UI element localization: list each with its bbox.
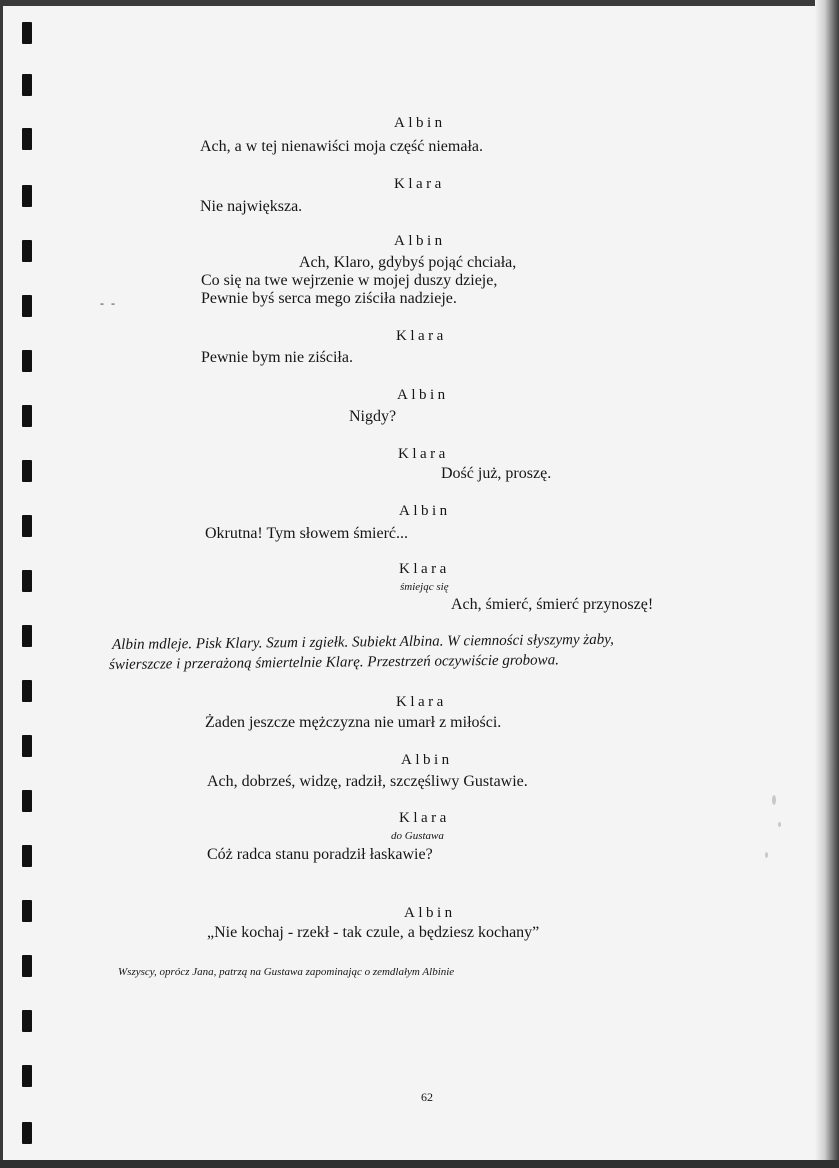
dialogue-line: Nie największa. <box>200 198 303 215</box>
binding-hole <box>22 790 32 812</box>
dialogue-line: Nigdy? <box>349 408 397 425</box>
dialogue-line: Co się na twe wejrzenie w mojej duszy dzieje, <box>201 272 498 289</box>
binding-hole <box>22 22 32 44</box>
binding-hole <box>22 128 32 150</box>
dialogue-line: Pewnie byś serca mego ziściła nadzieje. <box>201 290 457 307</box>
dialogue-line: Okrutna! Tym słowem śmierć... <box>205 525 408 542</box>
binding-hole <box>22 1010 32 1032</box>
speaker-name: Klara <box>394 176 445 192</box>
scan-border-top <box>0 0 839 6</box>
scan-border-bottom <box>0 1160 839 1168</box>
binding-hole <box>22 625 32 647</box>
closing-stage-direction: Wszyscy, oprócz Jana, patrzą na Gustawa zapominając o zemdlałym Albinie <box>118 966 455 978</box>
dialogue-line: Ach, śmierć, śmierć przynoszę! <box>451 596 654 613</box>
scan-border-right <box>815 0 839 1168</box>
speaker-name: Albin <box>399 503 451 519</box>
dialogue-line: „Nie kochaj - rzekł - tak czule, a będziesz kochany” <box>207 924 540 941</box>
scan-speck <box>778 822 781 827</box>
binding-hole <box>22 515 32 537</box>
binding-hole <box>22 405 32 427</box>
binding-hole <box>22 845 32 867</box>
binding-holes <box>0 0 40 1168</box>
binding-hole <box>22 955 32 977</box>
speaker-name: Klara <box>396 328 447 344</box>
binding-hole <box>22 460 32 482</box>
speaker-name: Albin <box>404 905 456 921</box>
binding-hole <box>22 900 32 922</box>
stage-direction-line: Albin mdleje. Pisk Klary. Szum i zgiełk. Subiekt Albina. W ciemności słyszymy żaby, <box>112 631 614 653</box>
scan-smudge: - - <box>100 296 117 310</box>
speaker-name: Albin <box>401 752 453 768</box>
speaker-name: Klara <box>396 694 447 710</box>
dialogue-line: Pewnie bym nie ziściła. <box>201 349 353 366</box>
binding-hole <box>22 240 32 262</box>
speaker-name: Albin <box>397 387 449 403</box>
binding-hole <box>22 735 32 757</box>
speaker-name: Klara <box>399 810 450 826</box>
speaker-direction: do Gustawa <box>391 830 444 842</box>
dialogue-line: Ach, dobrześ, widzę, radził, szczęśliwy Gustawie. <box>207 773 528 790</box>
binding-hole <box>22 1065 32 1087</box>
binding-hole <box>22 570 32 592</box>
speaker-name: Albin <box>394 233 446 249</box>
page-number: 62 <box>421 1090 433 1104</box>
speaker-name: Klara <box>399 561 450 577</box>
speaker-name: Klara <box>398 446 449 462</box>
dialogue-line: Ach, a w tej nienawiści moja część niemała. <box>200 138 483 155</box>
binding-hole <box>22 1122 32 1144</box>
dialogue-line: Cóż radca stanu poradził łaskawie? <box>207 846 433 863</box>
scan-speck <box>765 852 768 858</box>
dialogue-line: Dość już, proszę. <box>441 465 552 482</box>
stage-direction-line: świerszcze i przerażoną śmiertelnie Klarę. Przestrzeń oczywiście grobowa. <box>109 652 559 673</box>
binding-hole <box>22 295 32 317</box>
binding-hole <box>22 74 32 96</box>
binding-hole <box>22 350 32 372</box>
binding-hole <box>22 680 32 702</box>
binding-hole <box>22 185 32 207</box>
dialogue-line: Ach, Klaro, gdybyś pojąć chciała, <box>299 254 517 271</box>
scan-speck <box>772 795 776 805</box>
dialogue-line: Żaden jeszcze mężczyzna nie umarł z miłości. <box>205 714 502 731</box>
speaker-direction: śmiejąc się <box>400 581 449 593</box>
speaker-name: Albin <box>394 115 446 131</box>
